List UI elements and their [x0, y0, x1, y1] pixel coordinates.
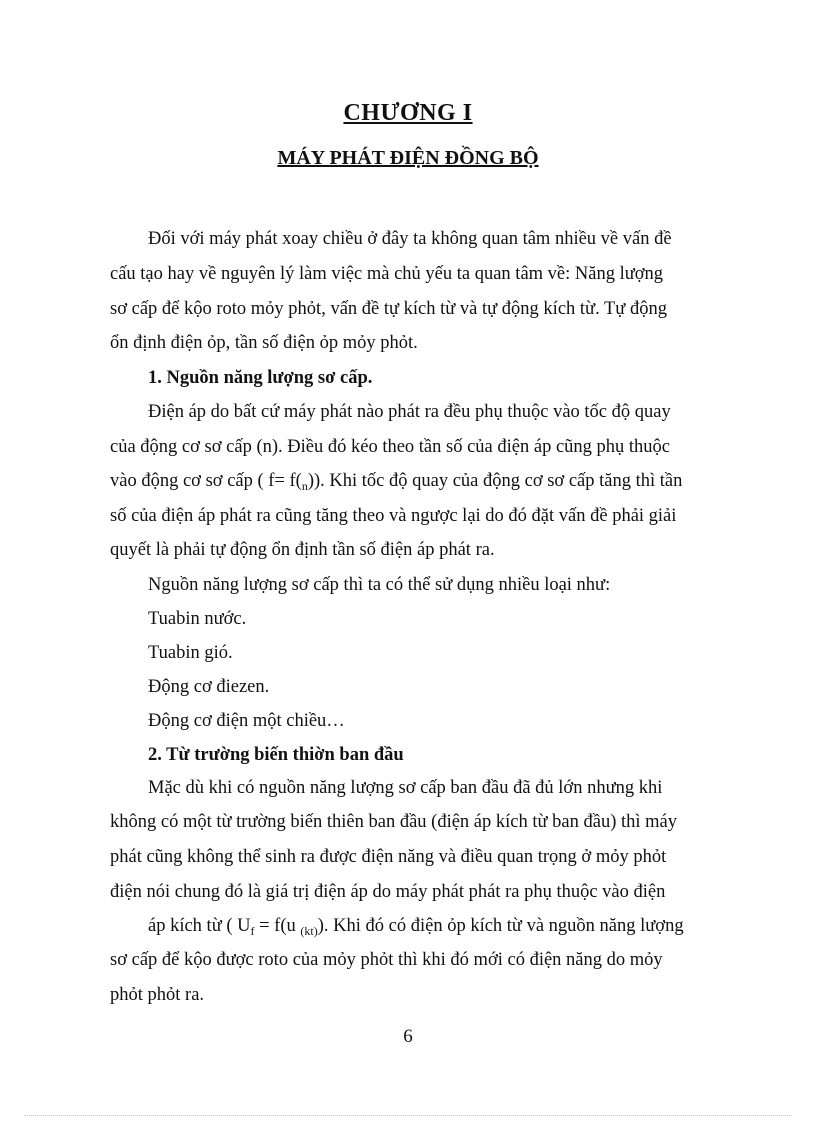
paragraph-line: phỏt phỏt ra.: [110, 985, 205, 1005]
intro-line: Đối với máy phát xoay chiều ở đây ta không quan tâm nhiều về vấn đề: [148, 229, 672, 249]
section-2-heading: 2. Từ trường biến thiờn ban đầu: [148, 745, 404, 765]
intro-line: sơ cấp để kộo roto mỏy phỏt, vấn đề tự kích từ và tự động kích từ. Tự động: [110, 299, 667, 319]
paragraph-line: phát cũng không thể sinh ra được điện năng và điều quan trọng ở mỏy phỏt: [110, 847, 667, 867]
paragraph-line: của động cơ sơ cấp (n). Điều đó kéo theo tần số của điện áp cũng phụ thuộc: [110, 437, 671, 457]
paragraph-line: không có một từ trường biến thiên ban đầu (điện áp kích từ ban đầu) thì máy: [110, 812, 677, 832]
paragraph-line: sơ cấp để kộo được roto của mỏy phỏt thì khi đó mới có điện năng do mỏy: [110, 950, 663, 970]
list-item: Tuabin nước.: [148, 609, 247, 629]
page-bottom-border: [24, 1115, 792, 1116]
chapter-title: CHƯƠNG I: [343, 100, 473, 126]
subscript-f: f: [250, 924, 255, 938]
list-item: Động cơ điezen.: [148, 677, 270, 697]
list-item: Tuabin gió.: [148, 643, 233, 663]
subscript-kt: (kt): [300, 924, 318, 938]
paragraph-line: điện nói chung đó là giá trị điện áp do máy phát phát ra phụ thuộc vào điện: [110, 882, 666, 902]
intro-line: cấu tạo hay về nguyên lý làm việc mà chủ yếu ta quan tâm về: Năng lượng: [110, 264, 664, 284]
paragraph-line: [148, 914, 684, 938]
page-number: 6: [403, 1026, 413, 1047]
text-span: áp kích từ ( U: [148, 916, 251, 936]
text-span: vào động cơ sơ cấp ( f= f(: [110, 471, 302, 491]
text-span: ). Khi đó có điện ỏp kích từ và nguồn năng lượng: [317, 916, 684, 936]
chapter-subtitle: MÁY PHÁT ĐIỆN ĐỒNG BỘ: [277, 147, 539, 169]
paragraph-line: [110, 469, 682, 493]
intro-line: ổn định điện ỏp, tần số điện ỏp mỏy phỏt.: [110, 333, 418, 353]
text-span: )). Khi tốc độ quay của động cơ sơ cấp tăng thì tần: [307, 471, 683, 491]
paragraph-line: số của điện áp phát ra cũng tăng theo và ngược lại do đó đặt vấn đề phải giải: [110, 506, 677, 526]
text-span: = f(u: [254, 916, 301, 936]
subscript-n: n: [301, 479, 308, 493]
section-1-heading: 1. Nguồn năng lượng sơ cấp.: [148, 368, 373, 388]
paragraph-line: Mặc dù khi có nguồn năng lượng sơ cấp ban đầu đã đủ lớn nhưng khi: [148, 778, 663, 798]
list-item: Động cơ điện một chiều…: [148, 711, 345, 731]
paragraph-line: Điện áp do bất cứ máy phát nào phát ra đều phụ thuộc vào tốc độ quay: [148, 402, 671, 422]
paragraph-line: quyết là phải tự động ổn định tần số điện áp phát ra.: [110, 540, 495, 560]
section-1-list-intro: Nguồn năng lượng sơ cấp thì ta có thể sử dụng nhiều loại như:: [148, 575, 611, 595]
